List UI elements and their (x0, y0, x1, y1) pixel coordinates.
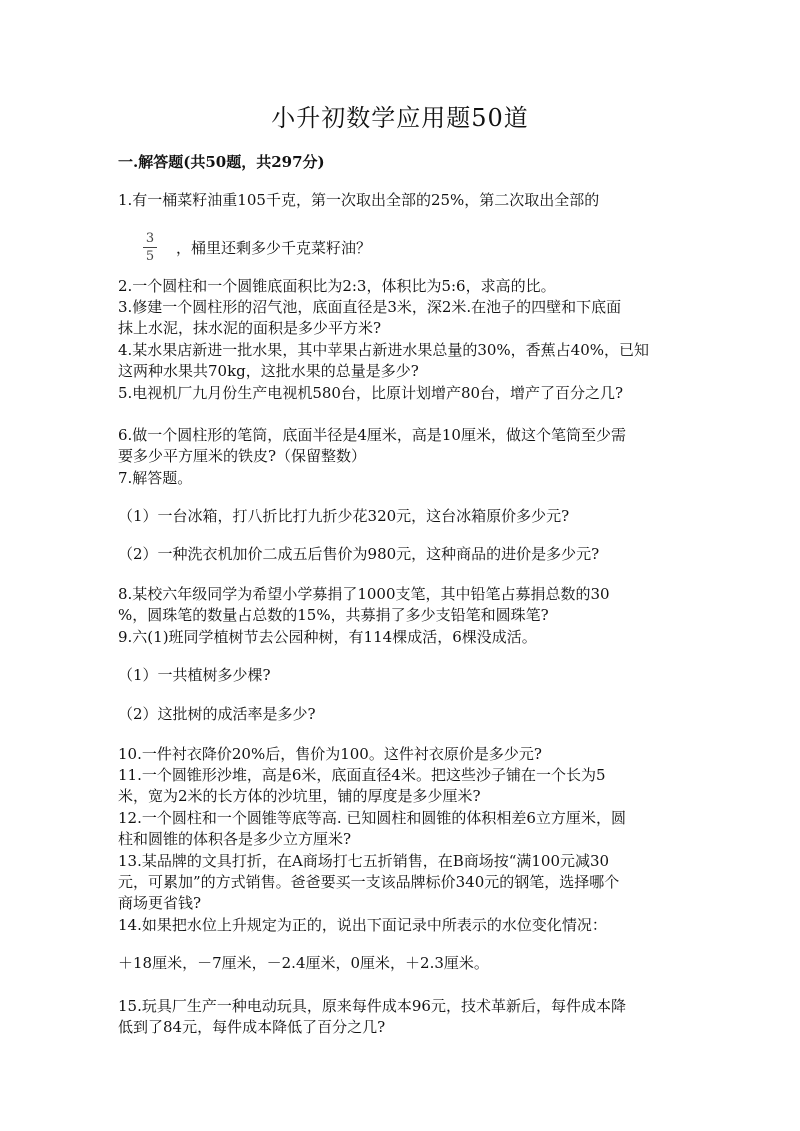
question-line: （2）一种洗衣机加价二成五后售价为980元，这种商品的进价是多少元? (118, 545, 600, 563)
fraction-bar (143, 247, 157, 248)
question-line: （2）这批树的成活率是多少? (118, 705, 316, 723)
section-heading: 一.解答题(共50题，共297分) (118, 153, 325, 171)
question-line: 9.六(1)班同学植树节去公园种树，有114棵成活，6棵没成活。 (118, 628, 537, 646)
question-line: 4.某水果店新进一批水果，其中苹果占新进水果总量的30%，香蕉占40%，已知 (118, 341, 649, 359)
question-1-text: 1.有一桶菜籽油重105千克，第一次取出全部的25%，第二次取出全部的 (118, 191, 600, 209)
question-1-tail: ，桶里还剩多少千克菜籽油？ (176, 239, 372, 257)
question-line: 6.做一个圆柱形的笔筒，底面半径是4厘米，高是10厘米，做这个笔筒至少需 (118, 426, 626, 444)
question-line: 商场更省钱? (118, 894, 202, 912)
question-line: 15.玩具厂生产一种电动玩具，原来每件成本96元，技术革新后，每件成本降 (118, 997, 626, 1015)
fraction-three-fifths (143, 232, 157, 263)
fraction-denominator: 5 (145, 249, 155, 264)
question-line: 柱和圆锥的体积各是多少立方厘米? (118, 830, 352, 848)
question-line: 13.某品牌的文具打折，在A商场打七五折销售，在B商场按“满100元减30 (118, 852, 610, 870)
question-line: 米，宽为2米的长方体的沙坑里，铺的厚度是多少厘米? (118, 787, 481, 805)
question-line: ＋18厘米，－7厘米，－2.4厘米，0厘米，＋2.3厘米。 (118, 954, 489, 972)
fraction-numerator: 3 (145, 231, 155, 246)
question-line: 2.一个圆柱和一个圆锥底面积比为2:3，体积比为5:6，求高的比。 (118, 277, 556, 295)
question-line: 5.电视机厂九月份生产电视机580台，比原计划增产80台，增产了百分之几? (118, 384, 624, 402)
question-line: 元，可累加”的方式销售。爸爸要买一支该品牌标价340元的钢笔，选择哪个 (118, 873, 620, 891)
question-line: （1）一台冰箱，打八折比打九折少花320元，这台冰箱原价多少元? (118, 507, 570, 525)
question-line: %，圆珠笔的数量占总数的15%，共募捐了多少支铅笔和圆珠笔? (118, 606, 549, 624)
question-line: （1）一共植树多少棵? (118, 666, 271, 684)
question-line: 3.修建一个圆柱形的沼气池，底面直径是3米，深2米.在池子的四壁和下底面 (118, 298, 622, 316)
question-line: 12.一个圆柱和一个圆锥等底等高. 已知圆柱和圆锥的体积相差6立方厘米，圆 (118, 809, 626, 827)
question-line: 要多少平方厘米的铁皮?（保留整数） (118, 447, 367, 465)
question-line: 抹上水泥，抹水泥的面积是多少平方米? (118, 319, 382, 337)
question-line: 7.解答题。 (118, 469, 193, 487)
question-line: 14.如果把水位上升规定为正的，说出下面记录中所表示的水位变化情况： (118, 916, 607, 934)
question-line: 这两种水果共70kg，这批水果的总量是多少? (118, 362, 419, 380)
question-line: 11.一个圆锥形沙堆，高是6米，底面直径4米。把这些沙子铺在一个长为5 (118, 766, 606, 784)
question-line: 低到了84元，每件成本降低了百分之几? (118, 1018, 386, 1036)
page-title: 小升初数学应用题50道 (271, 104, 529, 132)
question-line: 8.某校六年级同学为希望小学募捐了1000支笔，其中铅笔占募捐总数的30 (118, 585, 610, 603)
question-line: 10.一件衬衣降价20%后，售价为100。这件衬衣原价是多少元? (118, 745, 542, 763)
